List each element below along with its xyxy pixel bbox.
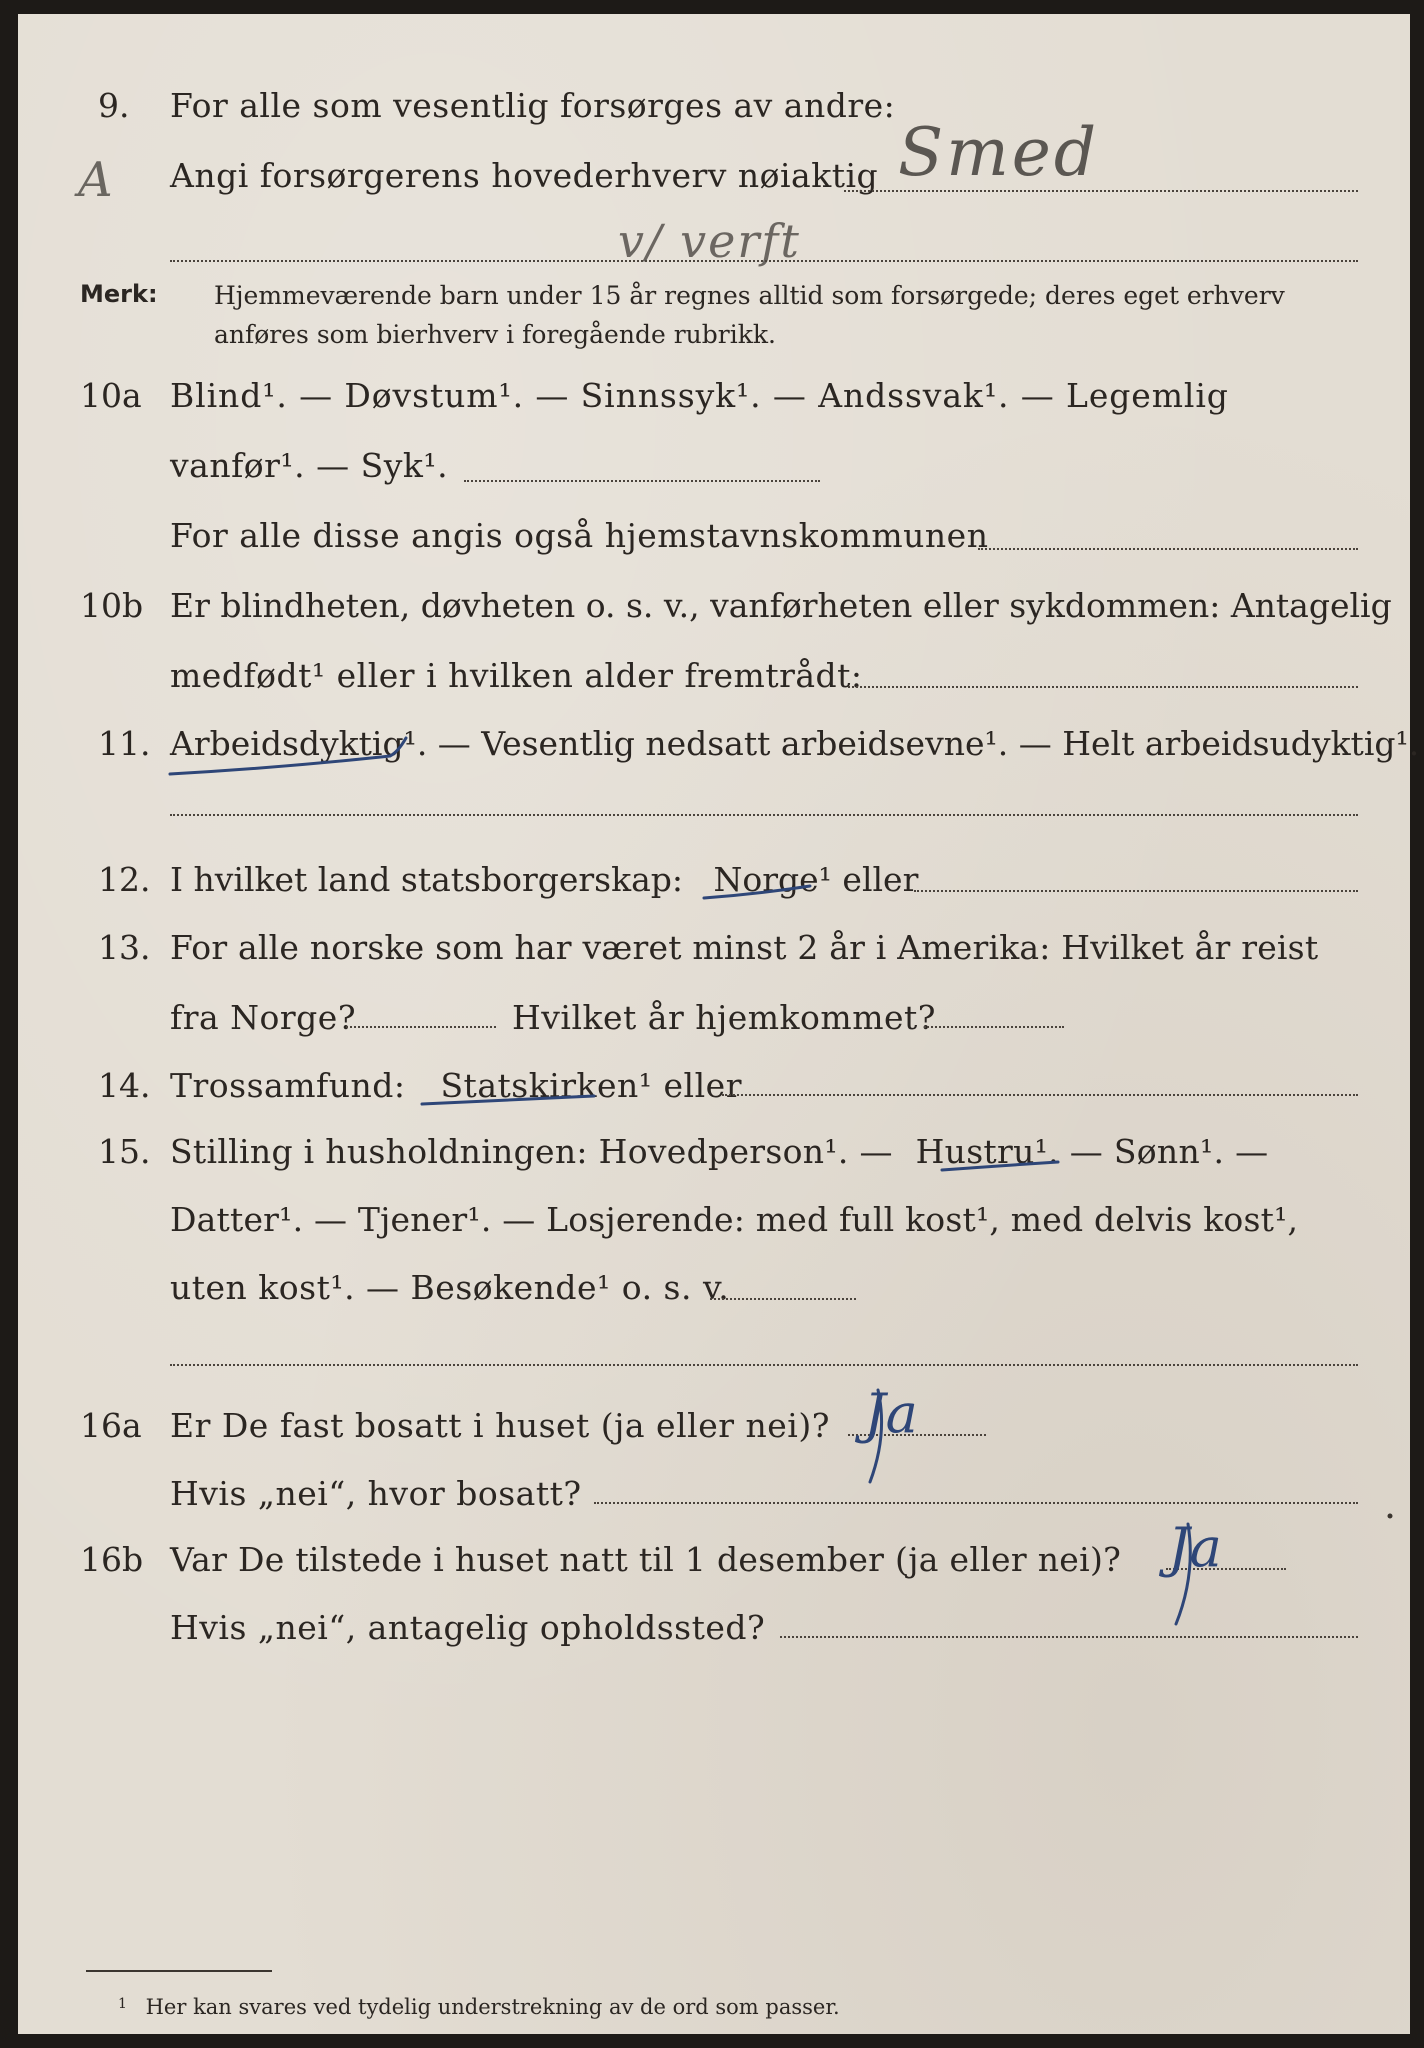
q10b-line1: Er blindheten, døvheten o. s. v., vanførheten eller sykdommen: Antagelig — [170, 586, 1392, 625]
ja-stroke-16b — [1176, 1524, 1190, 1624]
merk-label: Merk: — [80, 280, 158, 308]
q16a-number: 16a — [80, 1406, 142, 1445]
pen-marks-overlay — [18, 14, 1410, 2034]
q10b-line2: medfødt¹ eller i hvilken alder fremtrådt: — [170, 656, 863, 695]
stray-dot — [1388, 1514, 1393, 1519]
q16a-answer: Ja — [864, 1382, 918, 1445]
q13-line2b: Hvilket år hjemkommet? — [512, 998, 936, 1037]
q10a-line1: Blind¹. — Døvstum¹. — Sinnssyk¹. — Andssvak¹. — Legemlig — [170, 376, 1229, 415]
q13-number: 13. — [98, 928, 151, 967]
underline-norge — [704, 886, 810, 898]
q10a-line3: For alle disse angis også hjemstavnskommunen — [170, 516, 989, 555]
q11-option-arbeidsdyktig[interactable]: Arbeidsdyktig¹ — [170, 724, 417, 763]
footnote-mark: 1 — [118, 1996, 127, 2012]
merk-line1: Hjemmeværende barn under 15 år regnes alltid som forsørgede; deres eget erhverv — [214, 281, 1285, 310]
q15-number: 15. — [98, 1132, 151, 1171]
q15-option-hustru[interactable]: Hustru¹ — [915, 1132, 1049, 1171]
q12-option-norge[interactable]: Norge¹ — [713, 860, 832, 899]
q11-rest: . — Vesentlig nedsatt arbeidsevne¹. — Helt arbeidsudyktig¹. — [416, 724, 1420, 763]
merk-line2: anføres som bierhverv i foregående rubrikk. — [214, 320, 776, 349]
q10a-line2: vanfør¹. — Syk¹. — [170, 446, 449, 485]
q9-answer-occupation-cont: v/ verft — [618, 214, 801, 268]
q11-number: 11. — [98, 724, 151, 763]
q13-line2a: fra Norge? — [170, 998, 357, 1037]
underline-arbeidsdyktig — [170, 738, 406, 774]
q15-line1b: . — Sønn¹. — — [1048, 1132, 1269, 1171]
q14-option-statskirken[interactable]: Statskirken¹ — [440, 1066, 653, 1105]
q9-answer-occupation: Smed — [898, 114, 1100, 191]
q15-line2: Datter¹. — Tjener¹. — Losjerende: med full kost¹, med delvis kost¹, — [170, 1200, 1299, 1239]
q9-margin-mark: A — [78, 152, 113, 208]
q16b-answer: Ja — [1168, 1516, 1222, 1579]
q9-number: 9. — [98, 86, 130, 125]
footnote-text: Her kan svares ved tydelig understrekning av de ord som passer. — [145, 1995, 840, 2019]
q13-line1: For alle norske som har været minst 2 år i Amerika: Hvilket år reist — [170, 928, 1319, 967]
footnote — [118, 1990, 840, 2021]
underline-hustru — [942, 1162, 1058, 1170]
q16b-line2: Hvis „nei“, antagelig opholdssted? — [170, 1608, 766, 1647]
q14-suffix: eller — [663, 1066, 742, 1105]
q9-line1: For alle som vesentlig forsørges av andre: — [170, 86, 896, 125]
q10b-number: 10b — [80, 586, 144, 625]
q12-suffix: eller — [842, 860, 919, 899]
footnote-rule — [86, 1970, 272, 1972]
q12-prefix: I hvilket land statsborgerskap: — [170, 860, 684, 899]
q16a-line1: Er De fast bosatt i huset (ja eller nei)? — [170, 1406, 830, 1445]
census-form-page — [18, 14, 1420, 2034]
ja-stroke-16a — [870, 1390, 882, 1482]
q12-number: 12. — [98, 860, 151, 899]
q15-line3: uten kost¹. — Besøkende¹ o. s. v. — [170, 1268, 730, 1307]
q16b-number: 16b — [80, 1540, 144, 1579]
q15-line1a: Stilling i husholdningen: Hovedperson¹. — — [170, 1132, 893, 1171]
underline-statskirken — [422, 1096, 594, 1104]
q16a-line2: Hvis „nei“, hvor bosatt? — [170, 1474, 582, 1513]
q10a-number: 10a — [80, 376, 142, 415]
q16b-line1: Var De tilstede i huset natt til 1 desember (ja eller nei)? — [170, 1540, 1122, 1579]
q9-line2: Angi forsørgerens hovederhverv nøiaktig — [170, 156, 879, 195]
q14-prefix: Trossamfund: — [170, 1066, 406, 1105]
q14-number: 14. — [98, 1066, 151, 1105]
